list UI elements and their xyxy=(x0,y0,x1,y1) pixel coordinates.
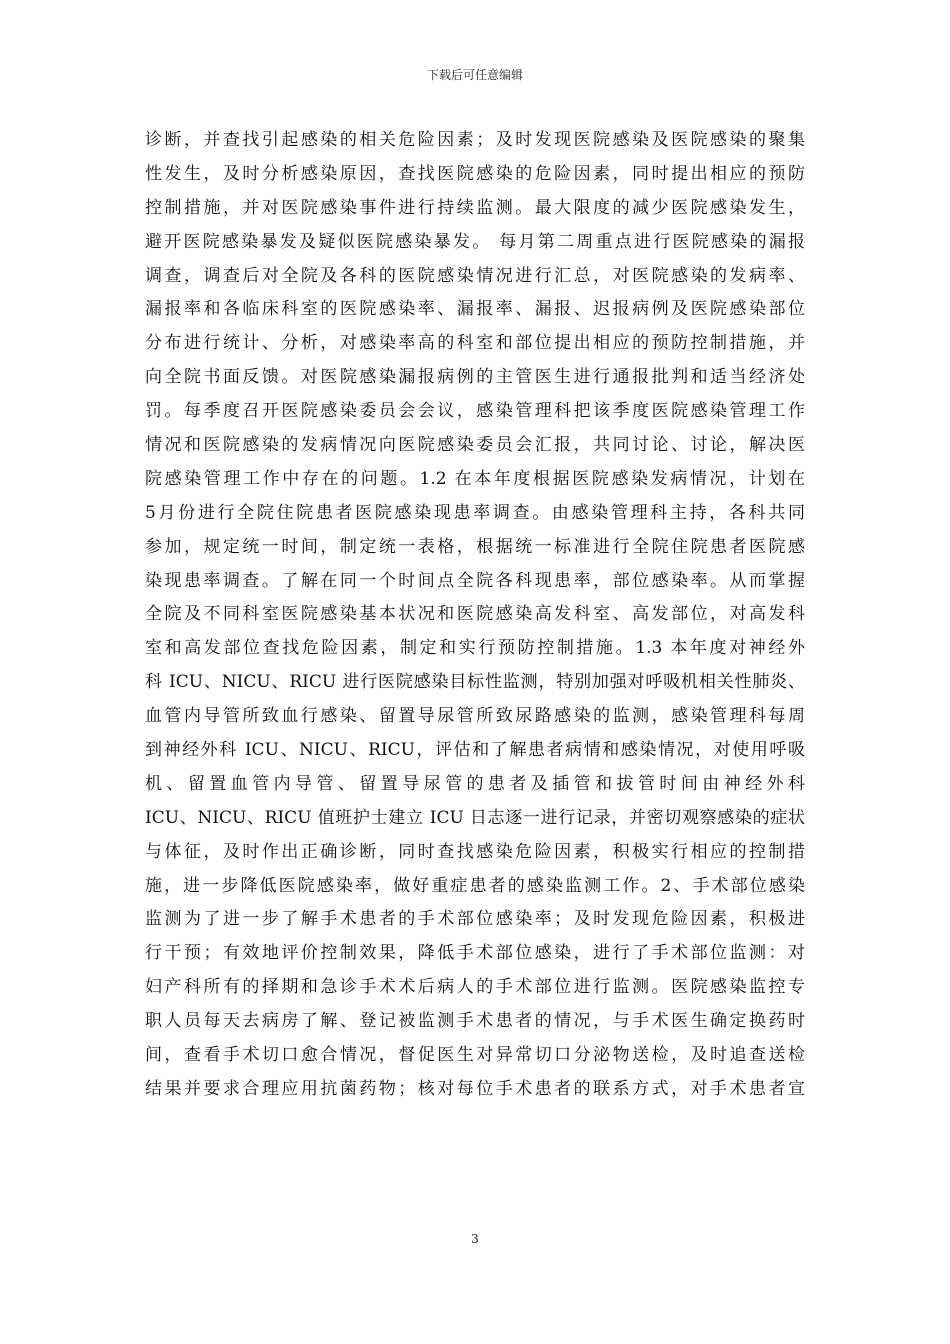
text-line: 罚。每季度召开医院感染委员会会议，感染管理科把该季度医院感染管理工作 xyxy=(145,401,805,422)
text-line: 5月份进行全院住院患者医院感染现患率调查。由感染管理科主持，各科共同 xyxy=(145,502,805,523)
text-line: 向全院书面反馈。对医院感染漏报病例的主管医生进行通报批判和适当经济处 xyxy=(145,367,805,388)
text-line: 室和高发部位查找危险因素，制定和实行预防控制措施。1.3 本年度对神经外 xyxy=(145,638,805,659)
text-line: 间，查看手术切口愈合情况，督促医生对异常切口分泌物送检，及时追查送检 xyxy=(145,1045,805,1066)
text-line: 与体征，及时作出正确诊断，同时查找感染危险因素，积极实行相应的控制措 xyxy=(145,841,805,862)
text-line: 染现患率调查。了解在同一个时间点全院各科现患率，部位感染率。从而掌握 xyxy=(145,570,805,591)
text-line: 职人员每天去病房了解、登记被监测手术患者的情况，与手术医生确定换药时 xyxy=(145,1011,805,1032)
text-line: 结果并要求合理应用抗菌药物；核对每位手术患者的联系方式，对手术患者宣 xyxy=(145,1078,805,1099)
text-line: 全院及不同科室医院感染基本状况和医院感染高发科室、高发部位，对高发科 xyxy=(145,604,805,625)
text-line: 妇产科所有的择期和急诊手术术后病人的手术部位进行监测。医院感染监控专 xyxy=(145,977,805,998)
text-line: ICU、NICU、RICU 值班护士建立 ICU 日志逐一进行记录，并密切观察感染的症状 xyxy=(145,807,805,828)
text-line: 血管内导管所致血行感染、留置导尿管所致尿路感染的监测，感染管理科每周 xyxy=(145,706,805,727)
text-line: 行干预；有效地评价控制效果，降低手术部位感染，进行了手术部位监测：对 xyxy=(145,943,805,964)
text-line: 分布进行统计、分析，对感染率高的科室和部位提出相应的预防控制措施，并 xyxy=(145,333,805,354)
page-number: 3 xyxy=(471,1232,479,1246)
body-text xyxy=(145,124,805,1107)
text-line: 避开医院感染暴发及疑似医院感染暴发。 每月第二周重点进行医院感染的漏报 xyxy=(145,231,805,252)
text-line: 调查，调查后对全院及各科的医院感染情况进行汇总，对医院感染的发病率、 xyxy=(145,265,805,286)
text-line: 漏报率和各临床科室的医院感染率、漏报率、漏报、迟报病例及医院感染部位 xyxy=(145,299,805,320)
text-line: 性发生，及时分析感染原因，查找医院感染的危险因素，同时提出相应的预防 xyxy=(145,163,805,184)
text-line: 机、留置血管内导管、留置导尿管的患者及插管和拔管时间由神经外科 xyxy=(145,773,805,794)
page-header: 下载后可任意编辑 xyxy=(426,68,523,82)
text-line: 施，进一步降低医院感染率，做好重症患者的感染监测工作。2、手术部位感染 xyxy=(145,875,805,896)
text-line: 情况和医院感染的发病情况向医院感染委员会汇报，共同讨论、讨论，解决医 xyxy=(145,435,805,456)
text-line: 到神经外科 ICU、NICU、RICU，评估和了解患者病情和感染情况，对使用呼吸 xyxy=(145,740,805,761)
text-line: 科 ICU、NICU、RICU 进行医院感染目标性监测，特别加强对呼吸机相关性肺炎、 xyxy=(145,672,805,693)
text-line: 诊断，并查找引起感染的相关危险因素；及时发现医院感染及医院感染的聚集 xyxy=(145,130,805,150)
text-line: 参加，规定统一时间，制定统一表格，根据统一标准进行全院住院患者医院感 xyxy=(145,536,805,557)
text-line: 监测为了进一步了解手术患者的手术部位感染率；及时发现危险因素，积极进 xyxy=(145,909,805,930)
text-line: 院感染管理工作中存在的问题。1.2 在本年度根据医院感染发病情况，计划在 xyxy=(145,468,805,489)
text-line: 控制措施，并对医院感染事件进行持续监测。最大限度的减少医院感染发生， xyxy=(145,197,805,218)
